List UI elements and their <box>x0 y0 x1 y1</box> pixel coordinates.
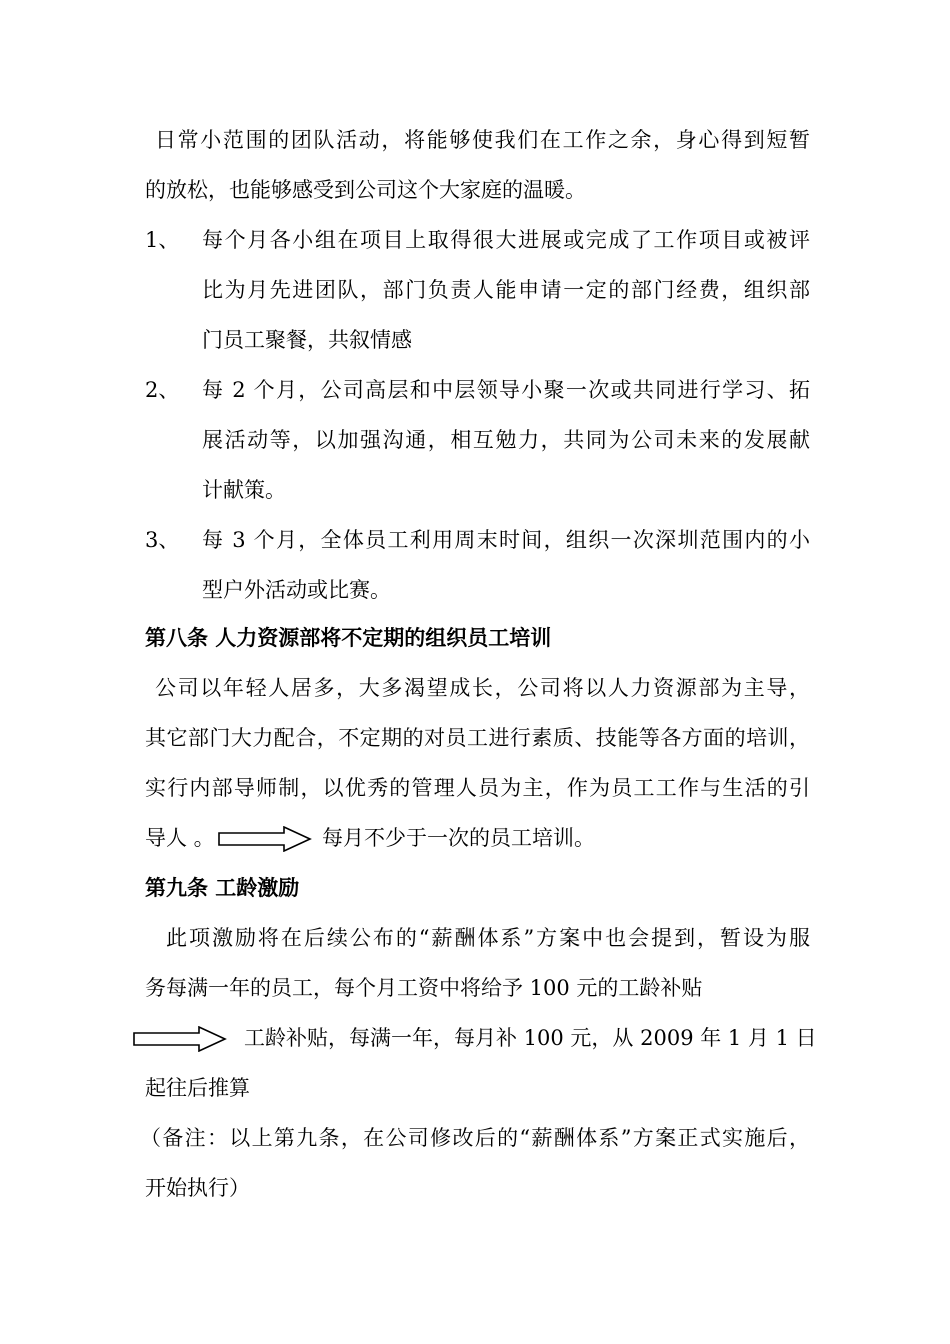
article-9-line-1: 此项激励将在后续公布的“薪酬体系”方案中也会提到，暂设为服 <box>166 926 810 950</box>
list-item-2-line-2: 展活动等，以加强沟通，相互勉力，共同为公司未来的发展献 <box>202 428 810 452</box>
list-item-2-line-1: 每 2 个月，公司高层和中层领导小聚一次或共同进行学习、拓 <box>202 378 810 402</box>
article-9-line-3: 工龄补贴，每满一年，每月补 100 元，从 2009 年 1 月 1 日 <box>244 1026 817 1050</box>
list-item-3-number: 3、 <box>145 528 180 552</box>
article-8-line-4-start: 导人 。 <box>145 826 215 850</box>
list-item-2-line-3: 计献策。 <box>202 478 286 502</box>
intro-line-2: 的放松，也能够感受到公司这个大家庭的温暖。 <box>145 178 586 202</box>
list-item-1-line-3: 门员工聚餐，共叙情感 <box>202 328 412 352</box>
article-8-line-2: 其它部门大力配合，不定期的对员工进行素质、技能等各方面的培训， <box>145 726 810 750</box>
list-item-1-line-1: 每个月各小组在项目上取得很大进展或完成了工作项目或被评 <box>202 228 810 252</box>
article-9-heading: 第九条 工龄激励 <box>145 875 300 900</box>
article-8-line-3: 实行内部导师制，以优秀的管理人员为主，作为员工工作与生活的引 <box>145 776 810 800</box>
list-item-1-number: 1、 <box>145 228 180 252</box>
article-9-line-4: 起往后推算 <box>145 1076 250 1100</box>
note-line-1: （备注：以上第九条，在公司修改后的“薪酬体系”方案正式实施后， <box>140 1126 810 1150</box>
note-line-2: 开始执行） <box>145 1176 250 1200</box>
article-8-line-1: 公司以年轻人居多，大多渴望成长，公司将以人力资源部为主导， <box>155 676 810 700</box>
intro-line-1: 日常小范围的团队活动，将能够使我们在工作之余，身心得到短暂 <box>155 128 810 152</box>
list-item-3-line-1: 每 3 个月，全体员工利用周末时间，组织一次深圳范围内的小 <box>202 528 810 552</box>
list-item-1-line-2: 比为月先进团队，部门负责人能申请一定的部门经费，组织部 <box>202 278 810 302</box>
right-arrow-icon <box>133 1026 227 1052</box>
article-8-line-4-end: 每月不少于一次的员工培训。 <box>322 826 595 850</box>
right-arrow-icon <box>218 826 312 852</box>
list-item-3-line-2: 型户外活动或比赛。 <box>202 578 391 602</box>
article-8-heading: 第八条 人力资源部将不定期的组织员工培训 <box>145 625 552 650</box>
list-item-2-number: 2、 <box>145 378 180 402</box>
article-9-line-2: 务每满一年的员工，每个月工资中将给予 100 元的工龄补贴 <box>145 976 703 1000</box>
